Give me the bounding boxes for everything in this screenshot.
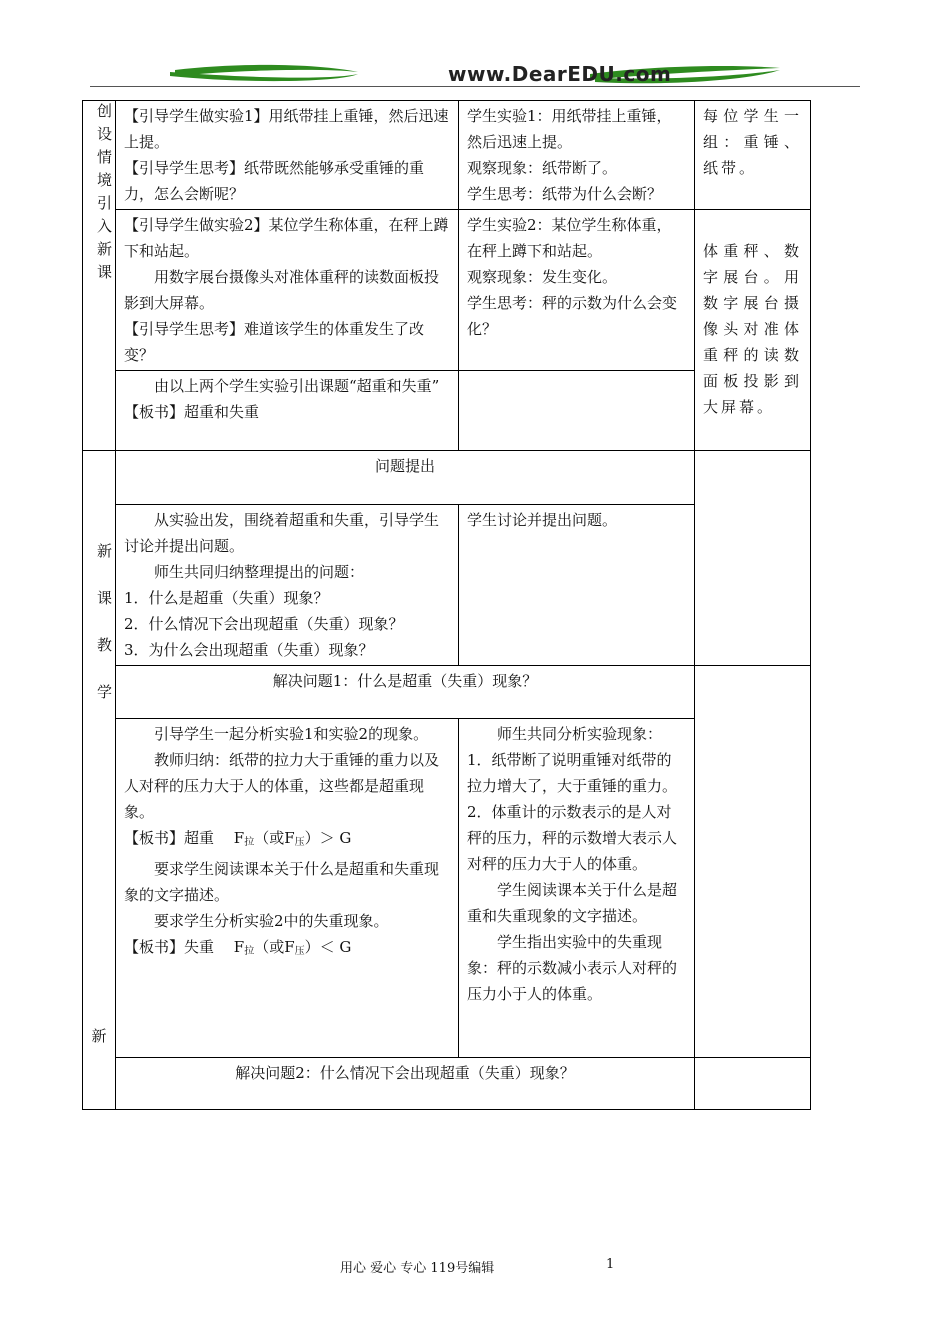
resource-text: 每位学生一组：重锤、纸带。 [703, 107, 802, 177]
student-activity-cell [459, 101, 695, 210]
text-line: 从实验出发，围绕着超重和失重，引导学生讨论并提出问题。 [124, 511, 440, 555]
text-span: （或F [254, 938, 295, 956]
text-line: 观察现象：发生变化。 [467, 268, 618, 286]
resource-cell [695, 451, 811, 666]
text-line: 师生共同分析实验现象： [497, 725, 663, 743]
text-line: 【引导学生思考】纸带既然能够承受重锤的重力，怎么会断呢？ [124, 159, 425, 203]
text-line: 学生指出实验中的失重现象：秤的示数减小表示人对秤的压力小于人的体重。 [467, 933, 678, 1003]
page-number: 1 [606, 1257, 615, 1272]
text-line: 2．什么情况下会出现超重（失重）现象？ [124, 615, 404, 633]
text-line: 用数字展台摄像头对准体重秤的读数面板投影到大屏幕。 [124, 268, 440, 312]
board-note-overweight [124, 825, 450, 856]
header-rule [90, 86, 860, 87]
text-line: 【板书】超重和失重 [124, 403, 260, 421]
stage-label-continued: 新 [91, 1027, 107, 1045]
teacher-activity-cell [116, 719, 459, 1058]
text-line: 学生思考：纸带为什么会断？ [467, 185, 663, 203]
text-span: ）＜ G [304, 938, 352, 956]
text-line: 由以上两个学生实验引出课题“超重和失重” [154, 377, 440, 395]
subscript: 拉 [244, 837, 255, 848]
text-line: 学生实验1：用纸带挂上重锤，然后迅速上提。 [467, 107, 672, 151]
stage-cell-1 [83, 101, 116, 451]
table-row [83, 451, 811, 505]
table-row [83, 210, 811, 371]
resource-cell [695, 1058, 811, 1110]
text-line: 1．什么是超重（失重）现象？ [124, 589, 329, 607]
section-heading: 解决问题2：什么情况下会出现超重（失重）现象？ [116, 1058, 695, 1110]
text-line: 【引导学生做实验1】用纸带挂上重锤，然后迅速上提。 [124, 107, 449, 151]
text-line: 【引导学生做实验2】某位学生称体重，在秤上蹲下和站起。 [124, 216, 449, 260]
table-row [83, 101, 811, 210]
text-line: 引导学生一起分析实验1和实验2的现象。 [154, 725, 429, 743]
board-note-weightless [124, 934, 450, 965]
section-heading: 解决问题1：什么是超重（失重）现象？ [116, 666, 695, 719]
student-activity-cell [459, 210, 695, 371]
footer-text: 用心 爱心 专心 119号编辑 [340, 1261, 495, 1276]
resource-cell [695, 666, 811, 1058]
site-logo-text[interactable]: www.DearEDU.com [448, 62, 672, 86]
text-line: 1．纸带断了说明重锤对纸带的拉力增大了，大于重锤的重力。 [467, 751, 678, 795]
text-line: 要求学生分析实验2中的失重现象。 [154, 912, 389, 930]
text-line: 师生共同归纳整理提出的问题： [154, 563, 365, 581]
text-line: 学生实验2：某位学生称体重，在秤上蹲下和站起。 [467, 216, 672, 260]
text-line: 3．为什么会出现超重（失重）现象？ [124, 641, 374, 659]
text-span: ）＞ G [304, 829, 352, 847]
resource-cell [695, 210, 811, 451]
subscript: 拉 [244, 946, 255, 957]
student-activity-cell [459, 505, 695, 666]
table-row [83, 666, 811, 719]
teacher-activity-cell [116, 210, 459, 371]
text-line: 学生讨论并提出问题。 [467, 511, 618, 529]
subscript: 压 [294, 946, 305, 957]
teacher-activity-cell [116, 371, 459, 451]
text-line: 学生思考：秤的示数为什么会变化？ [467, 294, 678, 338]
student-activity-cell [459, 371, 695, 451]
stage-cell-2 [83, 451, 116, 1110]
table-row [83, 1058, 811, 1110]
text-line: 【引导学生思考】难道该学生的体重发生了改变？ [124, 320, 425, 364]
text-span: 【板书】超重 F [124, 829, 245, 847]
teacher-activity-cell [116, 101, 459, 210]
resource-cell [695, 101, 811, 210]
text-line: 学生阅读课本关于什么是超重和失重现象的文字描述。 [467, 881, 678, 925]
text-line: 2．体重计的示数表示的是人对秤的压力，秤的示数增大表示人对秤的压力大于人的体重。 [467, 803, 678, 873]
student-activity-cell [459, 719, 695, 1058]
text-span: （或F [254, 829, 295, 847]
stage-label: 创设情境引入新课 [95, 103, 113, 287]
resource-text: 体重秤、数字展台。用数字展台摄像头对准体重秤的读数面板投影到大屏幕。 [703, 242, 802, 416]
text-line: 观察现象：纸带断了。 [467, 159, 618, 177]
teacher-activity-cell [116, 505, 459, 666]
subscript: 压 [294, 837, 305, 848]
section-heading: 问题提出 [116, 451, 695, 505]
text-line: 教师归纳：纸带的拉力大于重锤的重力以及人对秤的压力大于人的体重，这些都是超重现象。 [124, 751, 440, 821]
lesson-plan-table [82, 100, 811, 1110]
stage-label: 新课教学 [95, 543, 113, 731]
text-line: 要求学生阅读课本关于什么是超重和失重现象的文字描述。 [124, 860, 440, 904]
text-span: 【板书】失重 F [124, 938, 245, 956]
